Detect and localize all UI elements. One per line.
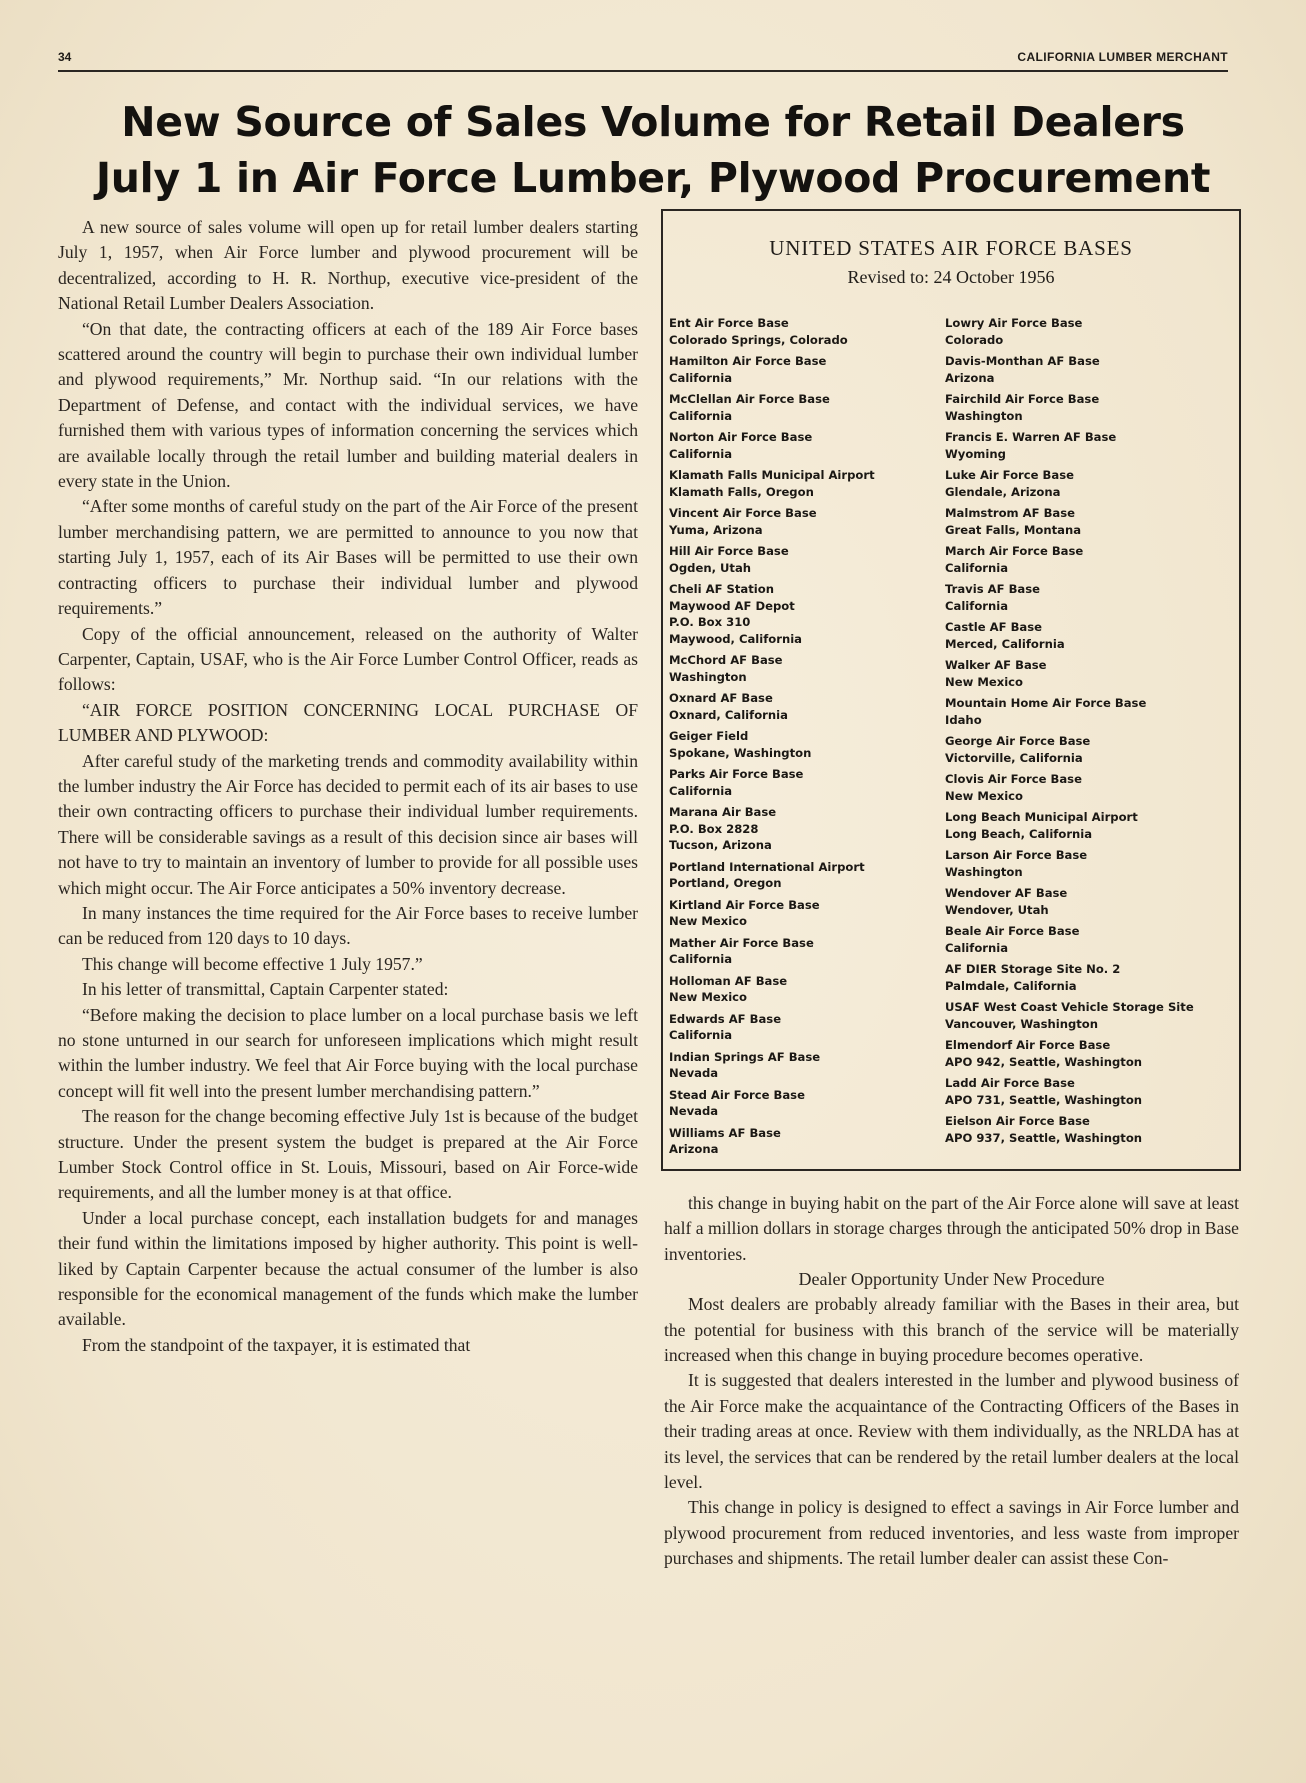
base-location: Ogden, Utah: [669, 560, 752, 575]
headline-line-2: July 1 in Air Force Lumber, Plywood Procurement: [95, 154, 1211, 202]
base-location: P.O. Box 2828: [669, 821, 759, 836]
base-location: Oxnard, California: [669, 707, 788, 722]
base-entry: [669, 690, 934, 723]
base-name: Ladd Air Force Base: [945, 1076, 1075, 1090]
bases-box-revised-date: Revised to: 24 October 1956: [847, 267, 1055, 287]
base-name: Malmstrom AF Base: [945, 506, 1076, 520]
base-entry: [945, 1037, 1235, 1070]
base-name: Eielson Air Force Base: [945, 1114, 1090, 1128]
base-name: Castle AF Base: [945, 620, 1043, 634]
base-name: Davis-Monthan AF Base: [945, 354, 1100, 368]
article-paragraph: Under a local purchase concept, each installation budgets for and manages their fund within the limitations imposed by higher authority. This point is well-liked by Captain Carpenter because the actual consumer of the lumber is also responsible for the economical management of the funds which make the lumber available.: [58, 1207, 638, 1330]
page-number: 34: [58, 50, 72, 64]
base-entry: [669, 353, 934, 386]
headline-line-1: New Source of Sales Volume for Retail Dealers: [121, 98, 1185, 146]
article-paragraph: “On that date, the contracting officers at each of the 189 Air Force bases scattered around the country will begin to purchase their own individual lumber and plywood requirements,” Mr. Northup said. “In our relations with the Department of Defense, and contact with the individual services, we have furnished them with various types of information concerning the services which are available locally through the retail lumber and building material dealers in every state in the Union.: [58, 318, 638, 492]
base-location: Maywood AF Depot: [669, 598, 795, 613]
base-entry: [669, 1087, 934, 1120]
base-location: Arizona: [945, 370, 995, 385]
base-location: New Mexico: [945, 788, 1024, 803]
base-name: Elmendorf Air Force Base: [945, 1038, 1111, 1052]
base-name: Edwards AF Base: [669, 1011, 782, 1026]
base-location: New Mexico: [669, 914, 748, 928]
base-location: Colorado: [945, 332, 1004, 347]
base-name: Beale Air Force Base: [945, 924, 1080, 938]
base-location: Tucson, Arizona: [669, 838, 772, 852]
base-entry: [669, 652, 934, 685]
article-paragraph: This change will become effective 1 July 1957.”: [82, 953, 423, 974]
article-paragraph: This change in policy is designed to effect a savings in Air Force lumber and plywood procurement from reduced inventories, and less waste from improper purchases and shipments. The retail lumber dealer can assist these Con-: [664, 1497, 1239, 1569]
base-name: Cheli AF Station: [669, 582, 774, 596]
base-name: Portland International Airport: [669, 859, 865, 874]
base-entry: [945, 619, 1235, 652]
article-left-column: [58, 215, 638, 1358]
base-location: Yuma, Arizona: [669, 522, 763, 537]
article-paragraph: “Before making the decision to place lumber on a local purchase basis we left no stone unturned in our search for unforeseen implications which might result within the lumber industry. We feel that Air Force buying with the local purchase concept will fit well into the present lumber merchandising pattern.”: [58, 1004, 638, 1101]
base-location: Nevada: [669, 1066, 719, 1080]
article-paragraph: Copy of the official announcement, released on the authority of Walter Carpenter, Captain, USAF, who is the Air Force Lumber Control Officer, reads as follows:: [58, 623, 638, 695]
base-entry: [945, 999, 1235, 1032]
base-entry: [669, 804, 934, 854]
base-name: Luke Air Force Base: [945, 468, 1074, 482]
base-entry: [669, 315, 934, 348]
base-name: Larson Air Force Base: [945, 848, 1088, 862]
base-name: AF DIER Storage Site No. 2: [945, 962, 1121, 976]
base-entry: [669, 1049, 934, 1082]
base-name: Stead Air Force Base: [669, 1087, 805, 1102]
base-entry: [945, 353, 1235, 386]
base-name: Travis AF Base: [945, 582, 1040, 596]
base-name: Parks Air Force Base: [669, 767, 804, 781]
article-paragraph: After careful study of the marketing trends and commodity availability within the lumber industry the Air Force has decided to permit each of its air bases to use their own contracting officers to purchase their individual lumber requirements. There will be considerable savings as a result of this decision since air bases will not have to try to maintain an inventory of lumber to provide for all possible uses which might occur. The Air Force anticipates a 50% inventory decrease.: [58, 750, 638, 898]
article-paragraph: “After some months of careful study on the part of the Air Force of the present lumber merchandising pattern, we are permitted to announce to you now that starting July 1, 1957, each of its Air Bases will be permitted to use their own contracting officers to purchase their individual lumber and plywood requirements.”: [58, 496, 638, 619]
base-entry: [945, 657, 1235, 690]
base-name: Hill Air Force Base: [669, 544, 789, 558]
base-location: Colorado Springs, Colorado: [669, 332, 848, 347]
base-location: P.O. Box 310: [669, 615, 751, 629]
base-location: Idaho: [945, 712, 982, 727]
base-entry: [669, 728, 934, 761]
base-location: Victorville, California: [945, 750, 1083, 765]
base-location: Portland, Oregon: [669, 876, 782, 890]
base-location: New Mexico: [945, 674, 1024, 689]
base-name: Indian Springs AF Base: [669, 1049, 821, 1064]
base-entry: [945, 923, 1235, 956]
magazine-title: CALIFORNIA LUMBER MERCHANT: [1017, 50, 1228, 64]
base-entry: [669, 766, 934, 799]
base-entry: [669, 859, 934, 892]
base-name: Geiger Field: [669, 729, 749, 743]
base-location: California: [669, 1028, 733, 1042]
article-paragraph: Most dealers are probably already familiar with the Bases in their area, but the potential for business with this branch of the service will be materially increased when this change in buying procedure becomes operative.: [664, 1294, 1239, 1366]
base-name: McClellan Air Force Base: [669, 392, 830, 406]
base-name: McChord AF Base: [669, 653, 783, 667]
base-name: Marana Air Base: [669, 805, 777, 819]
base-location: Palmdale, California: [945, 978, 1077, 993]
base-entry: [945, 391, 1235, 424]
base-name: Wendover AF Base: [945, 886, 1068, 900]
article-headline: [40, 94, 1266, 206]
base-location: Glendale, Arizona: [945, 484, 1061, 499]
base-name: George Air Force Base: [945, 734, 1091, 748]
base-entry: [945, 543, 1235, 576]
base-location: APO 942, Seattle, Washington: [945, 1054, 1143, 1069]
base-name: Williams AF Base: [669, 1125, 781, 1140]
base-location: Maywood, California: [669, 631, 802, 646]
base-location: Washington: [945, 408, 1023, 423]
base-name: Klamath Falls Municipal Airport: [669, 468, 875, 482]
base-location: California: [669, 370, 733, 385]
base-location: California: [669, 783, 733, 798]
base-location: California: [945, 560, 1009, 575]
article-paragraph: In his letter of transmittal, Captain Carpenter stated:: [82, 979, 449, 1000]
base-location: Washington: [945, 864, 1023, 879]
base-location: Great Falls, Montana: [945, 522, 1082, 537]
base-name: Clovis Air Force Base: [945, 772, 1082, 786]
article-paragraph: “AIR FORCE POSITION CONCERNING LOCAL PURCHASE OF LUMBER AND PLYWOOD:: [58, 699, 638, 746]
base-name: Lowry Air Force Base: [945, 316, 1083, 330]
article-paragraph: It is suggested that dealers interested in the lumber and plywood business of the Air Force make the acquaintance of the Contracting Officers of the Bases in their trading areas at once. Review with them individually, as the NRLDA has at its level, the services that can be rendered by the retail lumber dealers at the local level.: [664, 1370, 1239, 1493]
base-entry: [669, 973, 934, 1006]
base-location: Klamath Falls, Oregon: [669, 484, 814, 499]
base-entry: [945, 733, 1235, 766]
bases-left-column: [669, 315, 934, 1163]
base-location: Wendover, Utah: [945, 902, 1049, 917]
article-paragraph: From the standpoint of the taxpayer, it is estimated that: [82, 1334, 471, 1355]
base-entry: [945, 809, 1235, 842]
article-paragraph: this change in buying habit on the part of the Air Force alone will save at least half a million dollars in storage charges through the anticipated 50% drop in Base inventories.: [664, 1193, 1239, 1264]
base-name: Walker AF Base: [945, 658, 1047, 672]
base-name: Oxnard AF Base: [669, 691, 773, 705]
article-paragraph: In many instances the time required for the Air Force bases to receive lumber can be reduced from 120 days to 10 days.: [58, 902, 638, 949]
page-header: [58, 50, 1228, 72]
bases-right-column: [945, 315, 1235, 1151]
base-entry: [669, 1125, 934, 1158]
base-entry: [945, 771, 1235, 804]
base-location: California: [945, 940, 1009, 955]
base-entry: [945, 961, 1235, 994]
base-entry: [945, 467, 1235, 500]
article-paragraph: The reason for the change becoming effective July 1st is because of the budget structure. Under the present system the budget is prepared at the Air Force Lumber Stock Control office in St. Louis, Missouri, based on Air Force-wide requirements, and all the lumber money is at that office.: [58, 1106, 638, 1203]
base-name: Mather Air Force Base: [669, 935, 814, 950]
base-entry: [669, 505, 934, 538]
base-entry: [945, 429, 1235, 462]
base-entry: [945, 1075, 1235, 1108]
base-name: Norton Air Force Base: [669, 430, 813, 444]
base-entry: [669, 467, 934, 500]
bases-box-title: UNITED STATES AIR FORCE BASES: [769, 236, 1133, 260]
base-name: Fairchild Air Force Base: [945, 392, 1100, 406]
base-location: Nevada: [669, 1104, 719, 1118]
base-entry: [669, 581, 934, 647]
base-location: California: [945, 598, 1009, 613]
base-location: California: [669, 446, 733, 461]
base-location: Long Beach, California: [945, 826, 1093, 841]
base-entry: [945, 695, 1235, 728]
base-name: Hamilton Air Force Base: [669, 354, 827, 368]
base-entry: [945, 1113, 1235, 1146]
base-entry: [945, 581, 1235, 614]
base-name: Long Beach Municipal Airport: [945, 810, 1138, 824]
base-name: Kirtland Air Force Base: [669, 897, 820, 912]
base-name: Francis E. Warren AF Base: [945, 430, 1117, 444]
base-location: New Mexico: [669, 990, 748, 1004]
base-location: APO 731, Seattle, Washington: [945, 1092, 1143, 1107]
base-entry: [669, 429, 934, 462]
base-name: Ent Air Force Base: [669, 316, 789, 330]
base-entry: [945, 847, 1235, 880]
base-location: Spokane, Washington: [669, 745, 812, 760]
base-location: California: [669, 952, 733, 966]
base-location: Washington: [669, 669, 747, 684]
base-location: Arizona: [669, 1142, 719, 1156]
base-location: Wyoming: [945, 446, 1006, 461]
base-entry: [669, 543, 934, 576]
base-entry: [669, 391, 934, 424]
base-name: Mountain Home Air Force Base: [945, 696, 1147, 710]
base-location: California: [669, 408, 733, 423]
base-name: Vincent Air Force Base: [669, 506, 817, 520]
air-force-bases-box: [661, 209, 1241, 1171]
base-name: USAF West Coast Vehicle Storage Site: [945, 1000, 1194, 1014]
base-location: APO 937, Seattle, Washington: [945, 1130, 1143, 1145]
base-entry: [669, 1011, 934, 1044]
base-entry: [945, 315, 1235, 348]
base-location: Vancouver, Washington: [945, 1016, 1099, 1031]
base-location: Merced, California: [945, 636, 1065, 651]
base-entry: [669, 935, 934, 968]
base-entry: [669, 897, 934, 930]
article-right-column: [664, 1191, 1239, 1572]
base-name: March Air Force Base: [945, 544, 1084, 558]
base-entry: [945, 505, 1235, 538]
article-subheading: Dealer Opportunity Under New Procedure: [798, 1269, 1105, 1290]
base-name: Holloman AF Base: [669, 973, 788, 988]
article-paragraph: A new source of sales volume will open up for retail lumber dealers starting July 1, 1957, when Air Force lumber and plywood procurement will be decentralized, according to H. R. Northup, executive vice-president of the National Retail Lumber Dealers Association.: [58, 217, 638, 314]
base-entry: [945, 885, 1235, 918]
